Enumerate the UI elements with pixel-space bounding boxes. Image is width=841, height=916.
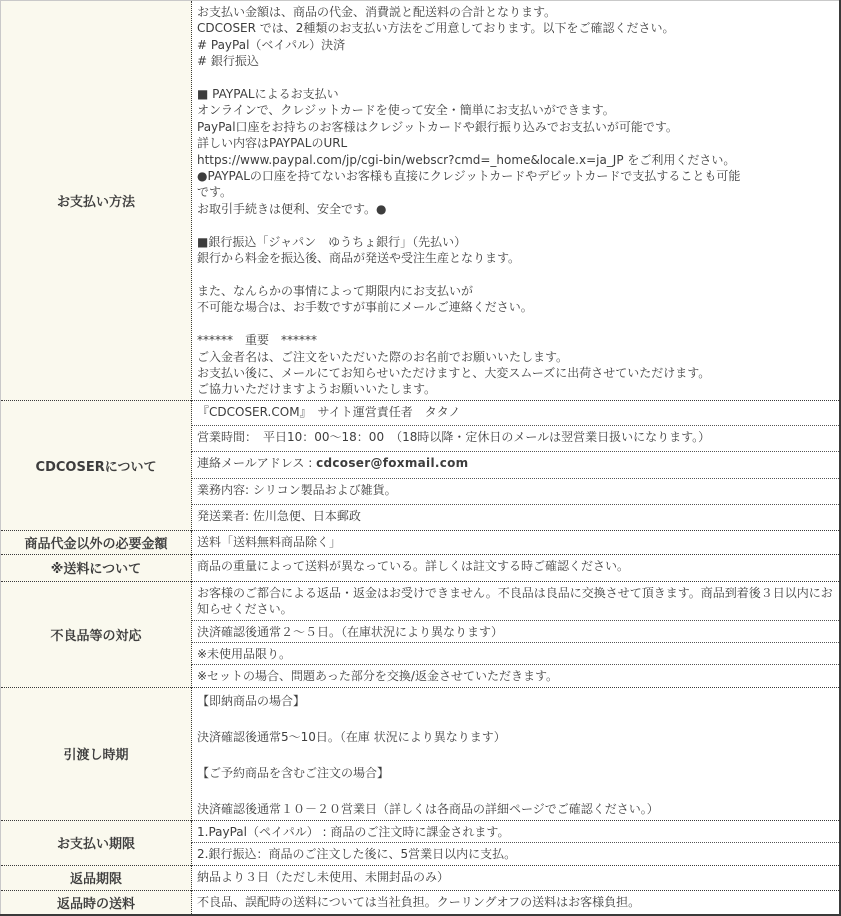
row-header-defective-items: 不良品等の対応 (1, 581, 192, 687)
payment-method-content: お支払い金額は、商品の代金、消費説と配送料の合計となります。 CDCOSER では、2種類のお支払い方法をご用意しております。以下をご確認ください。 # PayPal（ベイパル）決済 # 銀行振込 ■ PAYPALによるお支払い オンラインで、クレジットカードを使って安全・簡単にお支払いができます。 PayPal口座をお持ちのお客様はクレジットカードや銀行振り込みでお支払いが可能です。 詳しい内容はPAYPALのURL https://www.paypal.com/jp/cgi-bin/webscr?cmd=_home&locale.x=ja_JP をご利用ください。 ●PAYPALの口座を持てないお客様も直接にクレジットカードやデビットカードで支払することも可能 です。 お取引手続きは便利、安全です。● ■銀行振込「ジャパン ゆうちょ銀行」（先払い） 銀行から料金を振込後、商品が発送や受注生産となります。 また、なんらかの事情によって期限内にお支払いが 不可能な場合は、お手数ですが事前にメールご連絡ください。 ****** 重要 ****** ご入金者名は、ご注文をいただいた際のお名前でお願いいたします。 お支払い後に、メールにてお知らせいただけますと、大変スムーズに出荷させていただけます。 ご協力いただけますようお願いいたします。 (197, 5, 741, 397)
contact-email-label: 連絡メールアドレス : (197, 455, 317, 470)
return-period-content: 納品より３日（ただし未使用、未開封品のみ） (192, 865, 841, 890)
return-shipping-cost-content: 不良品、誤配時の送料については当社負担。クーリングオフの送料はお客様負担。 (192, 890, 841, 915)
contact-email-address: cdcoser@foxmail.com (316, 455, 469, 470)
defective-policy-settlement: 決済確認後通常２～５日。（在庫状況により異なります） (192, 620, 841, 642)
about-business-content: 業務内容: シリコン製品および雑貨。 (192, 478, 841, 504)
about-site-operator: 『CDCOSER.COM』 サイト運営責任者 タタノ (192, 400, 841, 425)
defective-policy-set-items: ※セットの場合、問題あった部分を交換/返金させていただきます。 (192, 665, 841, 687)
row-header-delivery-time: 引渡し時期 (1, 687, 192, 820)
row-header-return-shipping-cost: 返品時の送料 (1, 890, 192, 915)
defective-policy-unused-only: ※未使用品限り。 (192, 642, 841, 664)
defective-policy-returns: お客様のご都合による返品・返金はお受けできません。不良品は良品に交換させて頂きます。商品到着後３日以内にお知らせください。 (192, 581, 841, 620)
about-shipping-carriers: 発送業者: 佐川急便、日本郵政 (192, 504, 841, 530)
row-header-payment-deadline: お支払い期限 (1, 820, 192, 865)
payment-deadline-paypal: 1.PayPal（ペイパル） : 商品のご注文時に課金されます。 (192, 820, 841, 842)
about-business-hours: 営業時間： 平日10：00～18：00 （18時以降・定休日のメールは翌営業日扱いになります。） (192, 425, 841, 451)
delivery-time-content: 【即納商品の場合】 決済確認後通常5～10日。（在庫 状況により異なります） 【ご予約商品を含むご注文の場合】 決済確認後通常１０－２０営業日（詳しくは各商品の詳細ページでご確認ください。） (192, 687, 841, 820)
row-header-about-cdcoser: CDCOSERについて (1, 400, 192, 530)
row-header-shipping-note: ※送料について (1, 554, 192, 581)
row-header-return-period: 返品期限 (1, 865, 192, 890)
about-contact-email-row (192, 451, 841, 478)
row-header-extra-fees: 商品代金以外の必要金額 (1, 530, 192, 554)
extra-fees-content: 送料「送料無料商品除く」 (192, 530, 841, 554)
row-header-payment-method: お支払い方法 (1, 1, 192, 401)
payment-deadline-bank: 2.銀行振込：商品のご注文した後に、5営業日以内に支払。 (192, 843, 841, 865)
shipping-note-content: 商品の重量によって送料が異なっている。詳しくは註文する時ご確認ください。 (192, 554, 841, 581)
